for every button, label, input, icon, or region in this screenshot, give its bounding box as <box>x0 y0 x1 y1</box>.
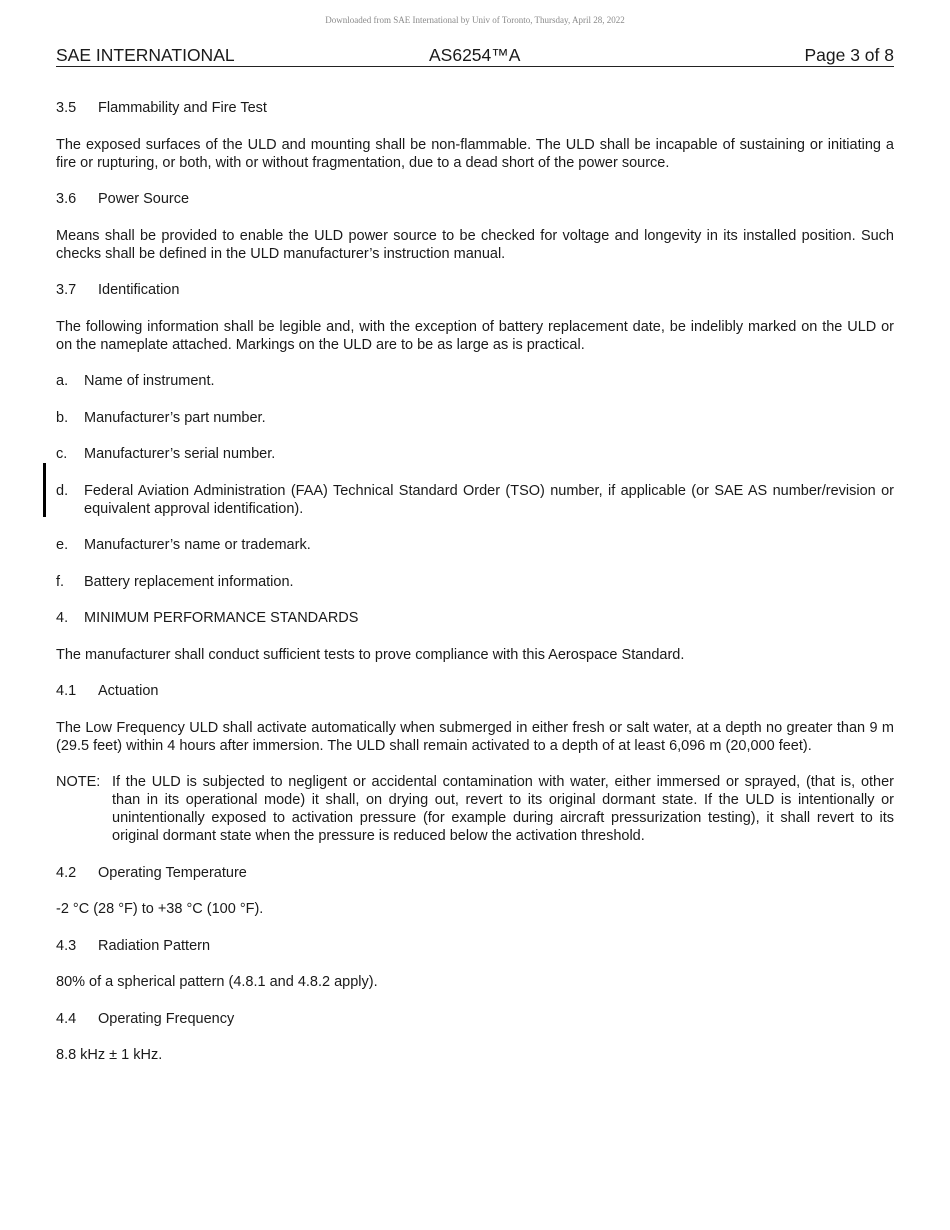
section-title: Operating Temperature <box>98 864 247 881</box>
list-item <box>56 482 894 518</box>
list-text: Manufacturer’s serial number. <box>84 446 276 462</box>
list-text: Battery replacement information. <box>84 573 294 590</box>
section-paragraph: 80% of a spherical pattern (4.8.1 and 4.8.2 apply). <box>56 974 378 990</box>
section-paragraph: The Low Frequency ULD shall activate automatically when submerged in either fresh or salt water, at a depth no greater than 9 m (29.5 feet) within 4 hours after immersion. The ULD shall remain activated to a depth of at least 6,096 m (20,000 feet). <box>56 719 894 754</box>
header-page-number: Page 3 of 8 <box>804 45 894 65</box>
note-block <box>56 773 894 845</box>
list-text: Federal Aviation Administration (FAA) Technical Standard Order (TSO) number, if applicable (or SAE AS number/revision or equivalent approval identification). <box>84 482 894 517</box>
section-title: Power Source <box>98 191 190 207</box>
document-body <box>56 99 894 1083</box>
section-number: 3.7 <box>56 282 77 298</box>
header-doc-id: AS6254™A <box>429 45 521 65</box>
section-paragraph: The manufacturer shall conduct sufficient tests to prove compliance with this Aerospace Standard. <box>56 646 685 663</box>
section-number: 4.2 <box>56 864 77 881</box>
section-title: Identification <box>98 282 180 298</box>
list-item <box>56 536 894 554</box>
section-title: Actuation <box>98 683 159 699</box>
list-letter: e. <box>56 537 69 553</box>
list-letter: d. <box>56 482 69 499</box>
section-heading-3-5 <box>56 99 894 117</box>
header-org: SAE INTERNATIONAL <box>56 45 235 65</box>
section-paragraph: The following information shall be legible and, with the exception of battery replacement date, be indelibly marked on the ULD or on the nameplate attached. Markings on the ULD are to be as large as is practical. <box>56 318 894 353</box>
section-heading-4-4 <box>56 1010 894 1028</box>
section-title: Radiation Pattern <box>98 937 211 954</box>
section-number: 4.4 <box>56 1010 77 1027</box>
section-title: MINIMUM PERFORMANCE STANDARDS <box>84 610 359 626</box>
note-label: NOTE: <box>56 774 101 790</box>
note-text: If the ULD is subjected to negligent or accidental contamination with water, either immersed or sprayed, (that is, other than in its operational mode) it shall, on drying out, revert to its original dormant state. If the ULD is intentionally or unintentionally exposed to activation pressure (for example during aircraft pressurization testing), it shall revert to its original dormant state when the pressure is reduced below the activation threshold. <box>112 774 894 844</box>
revision-change-bar <box>43 463 46 517</box>
section-paragraph: -2 °C (28 °F) to +38 °C (100 °F). <box>56 901 264 917</box>
section-heading-3-6 <box>56 190 894 208</box>
section-heading-4-1 <box>56 682 894 700</box>
list-letter: b. <box>56 409 69 426</box>
list-text: Name of instrument. <box>84 373 215 389</box>
section-title: Operating Frequency <box>98 1010 235 1027</box>
list-item <box>56 445 894 463</box>
section-heading-4-3 <box>56 937 894 955</box>
section-heading-4-2 <box>56 864 894 882</box>
section-heading-3-7 <box>56 281 894 299</box>
section-number: 4. <box>56 610 69 626</box>
section-heading-4 <box>56 609 894 627</box>
list-letter: c. <box>56 446 68 462</box>
list-item <box>56 573 894 591</box>
list-item <box>56 409 894 427</box>
list-text: Manufacturer’s part number. <box>84 409 266 426</box>
section-number: 4.3 <box>56 937 77 954</box>
section-paragraph: 8.8 kHz ± 1 kHz. <box>56 1047 163 1063</box>
list-item <box>56 372 894 390</box>
section-title: Flammability and Fire Test <box>98 100 267 116</box>
section-number: 4.1 <box>56 683 77 699</box>
section-paragraph: Means shall be provided to enable the ULD power source to be checked for voltage and longevity in its installed position. Such checks shall be defined in the ULD manufacturer’s instruction manual. <box>56 227 894 262</box>
section-paragraph: The exposed surfaces of the ULD and mounting shall be non-flammable. The ULD shall be incapable of sustaining or initiating a fire or rupturing, or both, with or without fragmentation, due to a dead short of the power source. <box>56 136 894 171</box>
section-number: 3.5 <box>56 100 77 116</box>
list-letter: a. <box>56 373 69 389</box>
download-watermark: Downloaded from SAE International by Univ of Toronto, Thursday, April 28, 2022 <box>325 15 625 25</box>
page-header <box>56 44 894 67</box>
list-letter: f. <box>56 573 65 590</box>
list-text: Manufacturer’s name or trademark. <box>84 537 311 553</box>
section-number: 3.6 <box>56 191 77 207</box>
